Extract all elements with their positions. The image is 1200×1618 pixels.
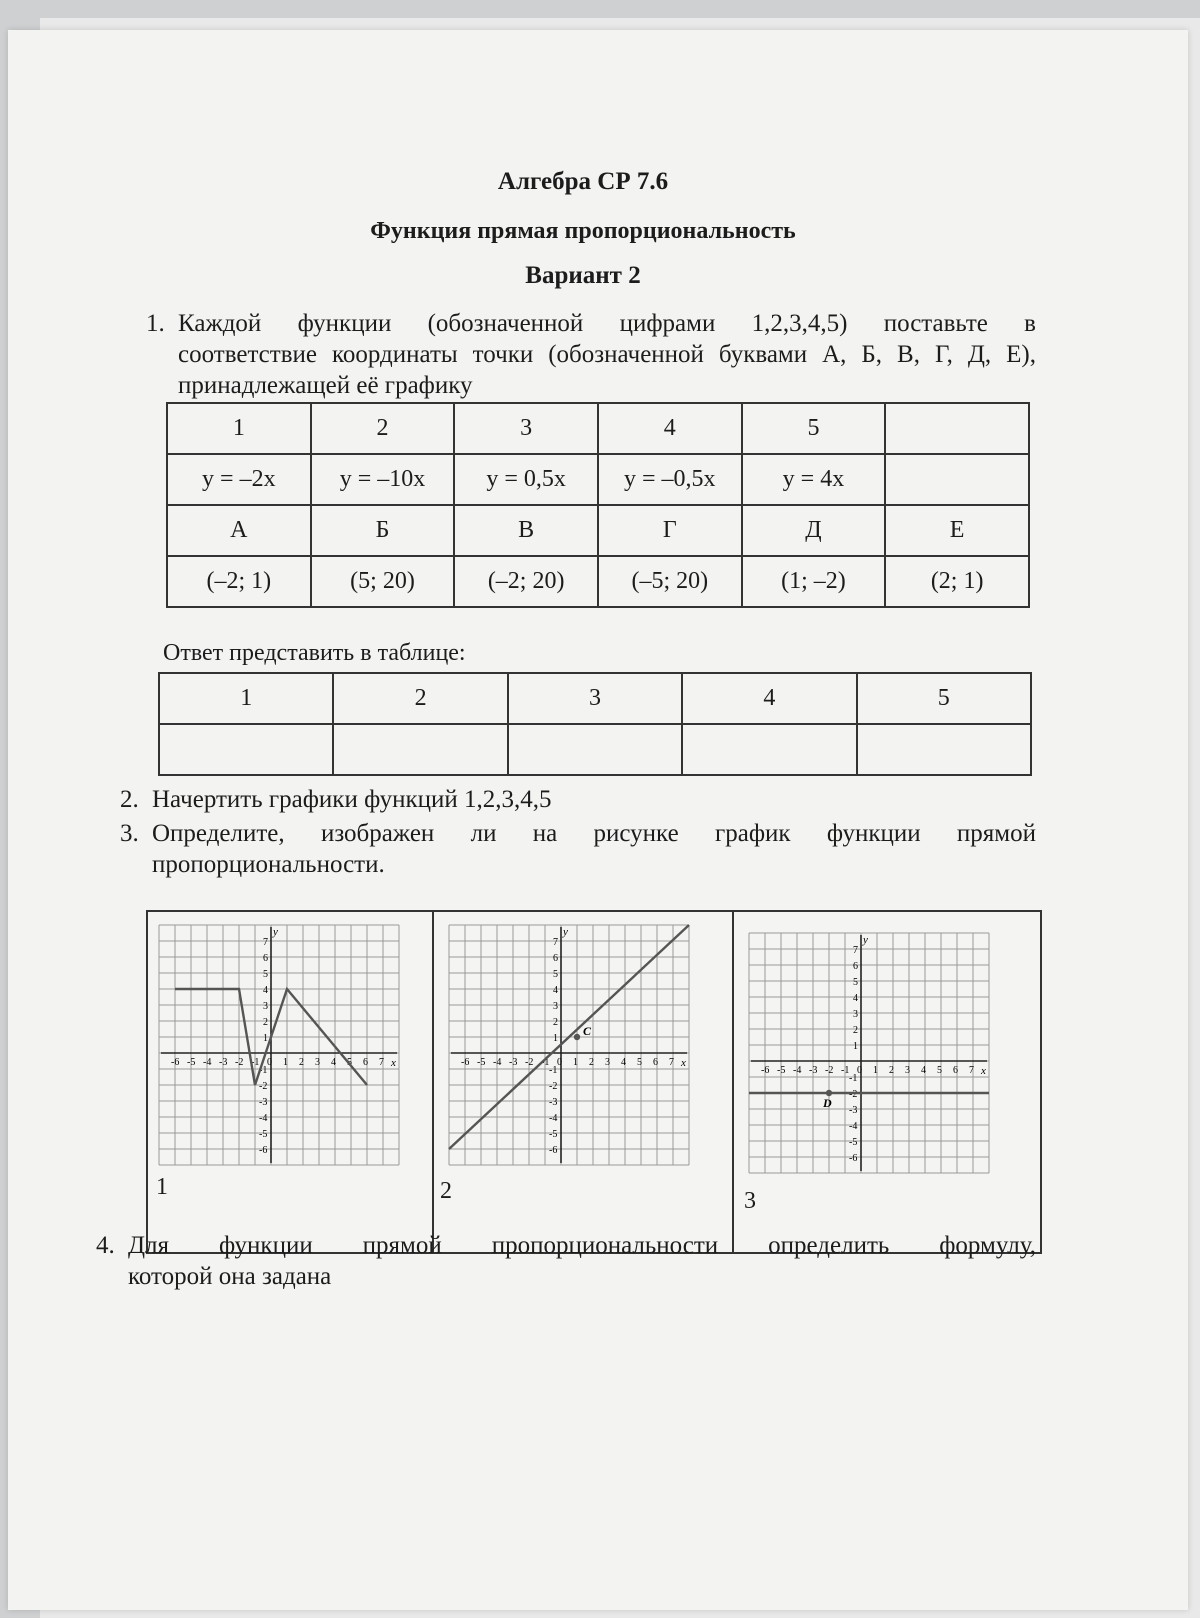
answer-table: [158, 672, 1032, 776]
y-tick-label: 1: [263, 1033, 268, 1044]
x-tick-label: 3: [905, 1065, 910, 1076]
x-tick-label: 5: [937, 1065, 942, 1076]
panel-divider: [732, 912, 734, 1252]
task-3-line-1: Определите, изображен ли на рисунке график функции прямой: [152, 820, 1036, 847]
answer-row-headers: [159, 673, 1031, 724]
x-tick-label: 2: [889, 1065, 894, 1076]
x-tick-label: 6: [363, 1057, 368, 1068]
y-tick-label: -4: [549, 1113, 558, 1124]
y-tick-label: 1: [853, 1041, 858, 1052]
y-tick-label: 3: [263, 1001, 268, 1012]
table-cell: 4: [598, 403, 742, 454]
answer-row-blank: [159, 724, 1031, 775]
y-tick-label: 6: [553, 953, 558, 964]
answer-header: 2: [333, 673, 507, 724]
table-cell-function: y = –2x: [167, 454, 311, 505]
x-tick-label: -4: [203, 1057, 212, 1068]
task-1-number: 1.: [146, 310, 165, 337]
x-tick-label: -2: [525, 1057, 534, 1068]
y-tick-label: -3: [849, 1105, 858, 1116]
y-tick-label: -2: [549, 1081, 558, 1092]
x-tick-label: -2: [825, 1065, 834, 1076]
table-cell-letter: Е: [885, 505, 1029, 556]
panel-label-1: 1: [156, 1174, 168, 1200]
answer-label: Ответ представить в таблице:: [163, 640, 466, 666]
task-1-line-3: принадлежащей её графику: [178, 372, 473, 399]
answer-header: 3: [508, 673, 682, 724]
table-cell-letter: В: [454, 505, 598, 556]
x-tick-label: 0: [557, 1057, 562, 1068]
task-2-number: 2.: [120, 786, 139, 813]
task-4: [96, 1230, 1036, 1294]
x-tick-label: 6: [653, 1057, 658, 1068]
task-4-line-1: Для функции прямой пропорциональности определить формулу,: [128, 1232, 1036, 1259]
x-tick-label: 3: [605, 1057, 610, 1068]
table-cell-letter: А: [167, 505, 311, 556]
task-2-text: Начертить графики функций 1,2,3,4,5: [152, 786, 552, 813]
table-row-functions: [167, 454, 1029, 505]
x-tick-label: 1: [283, 1057, 288, 1068]
y-tick-label: -4: [259, 1113, 268, 1124]
y-tick-label: -2: [849, 1089, 858, 1100]
x-tick-label: -3: [809, 1065, 818, 1076]
marked-point: [574, 1034, 580, 1040]
task-3-line-2: пропорциональности.: [152, 851, 385, 878]
x-axis-label: x: [391, 1057, 396, 1069]
y-tick-label: 2: [853, 1025, 858, 1036]
table-row-numbers: [167, 403, 1029, 454]
table-cell-point: (2; 1): [885, 556, 1029, 607]
table-cell-function: y = 4x: [742, 454, 886, 505]
y-axis-label: y: [563, 926, 568, 938]
answer-cell: [857, 724, 1031, 775]
x-tick-label: -1: [251, 1057, 260, 1068]
task-1-line-2: соответствие координаты точки (обозначенной буквами А, Б, В, Г, Д, Е),: [178, 341, 1036, 368]
x-tick-label: 5: [637, 1057, 642, 1068]
x-tick-label: -2: [235, 1057, 244, 1068]
y-tick-label: -1: [849, 1073, 858, 1084]
table-cell: [885, 403, 1029, 454]
y-tick-label: 2: [263, 1017, 268, 1028]
y-tick-label: -1: [259, 1065, 268, 1076]
y-axis-label: y: [273, 926, 278, 938]
x-tick-label: -5: [187, 1057, 196, 1068]
x-tick-label: 0: [267, 1057, 272, 1068]
answer-cell: [508, 724, 682, 775]
y-tick-label: 6: [263, 953, 268, 964]
table-cell: 3: [454, 403, 598, 454]
x-tick-label: -4: [793, 1065, 802, 1076]
task-1: [146, 308, 1036, 408]
task-3-number: 3.: [120, 820, 139, 847]
x-tick-label: 2: [589, 1057, 594, 1068]
y-tick-label: -5: [849, 1137, 858, 1148]
y-tick-label: 7: [263, 937, 268, 948]
x-tick-label: 2: [299, 1057, 304, 1068]
table-row-letters: [167, 505, 1029, 556]
table-cell-point: (–2; 1): [167, 556, 311, 607]
y-tick-label: -5: [549, 1129, 558, 1140]
y-tick-label: -5: [259, 1129, 268, 1140]
answer-cell: [333, 724, 507, 775]
x-tick-label: 5: [347, 1057, 352, 1068]
y-axis-label: y: [863, 934, 868, 946]
table-cell-function: y = –10x: [311, 454, 455, 505]
x-axis-label: x: [681, 1057, 686, 1069]
x-tick-label: 7: [969, 1065, 974, 1076]
panel-label-2: 2: [440, 1178, 452, 1204]
table-cell-point: (5; 20): [311, 556, 455, 607]
marked-point-label: C: [583, 1024, 592, 1038]
y-tick-label: 3: [853, 1009, 858, 1020]
x-tick-label: -3: [219, 1057, 228, 1068]
y-tick-label: 4: [853, 993, 858, 1004]
y-tick-label: -1: [549, 1065, 558, 1076]
table-cell-letter: Б: [311, 505, 455, 556]
y-tick-label: 7: [553, 937, 558, 948]
y-tick-label: -2: [259, 1081, 268, 1092]
answer-header: 1: [159, 673, 333, 724]
table-row-points: [167, 556, 1029, 607]
table-cell: 5: [742, 403, 886, 454]
answer-cell: [682, 724, 856, 775]
y-tick-label: -6: [849, 1153, 858, 1164]
answer-header: 4: [682, 673, 856, 724]
y-tick-label: -3: [259, 1097, 268, 1108]
page-title: Алгебра СР 7.6: [497, 168, 669, 195]
x-tick-label: 4: [621, 1057, 626, 1068]
table-cell: 1: [167, 403, 311, 454]
x-tick-label: 0: [857, 1065, 862, 1076]
x-tick-label: 6: [953, 1065, 958, 1076]
variant-label: Вариант 2: [525, 262, 641, 289]
table-cell-point: (–2; 20): [454, 556, 598, 607]
x-tick-label: -1: [841, 1065, 850, 1076]
y-tick-label: 7: [853, 945, 858, 956]
worksheet-page: [8, 30, 1188, 1610]
panel-divider: [432, 912, 434, 1252]
y-tick-label: 6: [853, 961, 858, 972]
table-cell-point: (1; –2): [742, 556, 886, 607]
task-3: [120, 818, 1036, 882]
y-tick-label: 4: [553, 985, 558, 996]
table-cell-point: (–5; 20): [598, 556, 742, 607]
x-tick-label: 7: [669, 1057, 674, 1068]
table-cell-function: [885, 454, 1029, 505]
table-cell-function: y = –0,5x: [598, 454, 742, 505]
x-axis-label: x: [981, 1065, 986, 1077]
graph-panel-2: [444, 920, 702, 1178]
x-tick-label: -3: [509, 1057, 518, 1068]
functions-table: [166, 402, 1030, 608]
x-tick-label: 3: [315, 1057, 320, 1068]
x-tick-label: 1: [573, 1057, 578, 1068]
table-cell-letter: Д: [742, 505, 886, 556]
x-tick-label: -6: [171, 1057, 180, 1068]
y-tick-label: 4: [263, 985, 268, 996]
graphs-figure: [146, 910, 1042, 1254]
table-cell-function: y = 0,5x: [454, 454, 598, 505]
x-tick-label: 7: [379, 1057, 384, 1068]
y-tick-label: -6: [549, 1145, 558, 1156]
x-tick-label: -5: [477, 1057, 486, 1068]
y-tick-label: 5: [553, 969, 558, 980]
page-subtitle: Функция прямая пропорциональность: [370, 218, 796, 244]
answer-header: 5: [857, 673, 1031, 724]
y-tick-label: 5: [263, 969, 268, 980]
y-tick-label: -3: [549, 1097, 558, 1108]
x-tick-label: -1: [541, 1057, 550, 1068]
task-2: [120, 784, 1020, 816]
y-tick-label: 3: [553, 1001, 558, 1012]
y-tick-label: -4: [849, 1121, 858, 1132]
answer-cell: [159, 724, 333, 775]
x-tick-label: 1: [873, 1065, 878, 1076]
x-tick-label: 4: [331, 1057, 336, 1068]
panel-label-3: 3: [744, 1188, 756, 1214]
x-tick-label: -6: [461, 1057, 470, 1068]
marked-point-label: D: [823, 1096, 832, 1110]
graph-panel-3: [744, 928, 1002, 1186]
y-tick-label: -6: [259, 1145, 268, 1156]
table-cell-letter: Г: [598, 505, 742, 556]
x-tick-label: -6: [761, 1065, 770, 1076]
x-tick-label: 4: [921, 1065, 926, 1076]
task-1-line-1: Каждой функции (обозначенной цифрами 1,2,3,4,5) поставьте в: [178, 310, 1036, 337]
task-4-line-2: которой она задана: [128, 1263, 332, 1290]
graph-panel-1: [154, 920, 412, 1178]
x-tick-label: -5: [777, 1065, 786, 1076]
table-cell: 2: [311, 403, 455, 454]
x-tick-label: -4: [493, 1057, 502, 1068]
y-tick-label: 5: [853, 977, 858, 988]
task-4-number: 4.: [96, 1232, 115, 1259]
y-tick-label: 1: [553, 1033, 558, 1044]
y-tick-label: 2: [553, 1017, 558, 1028]
